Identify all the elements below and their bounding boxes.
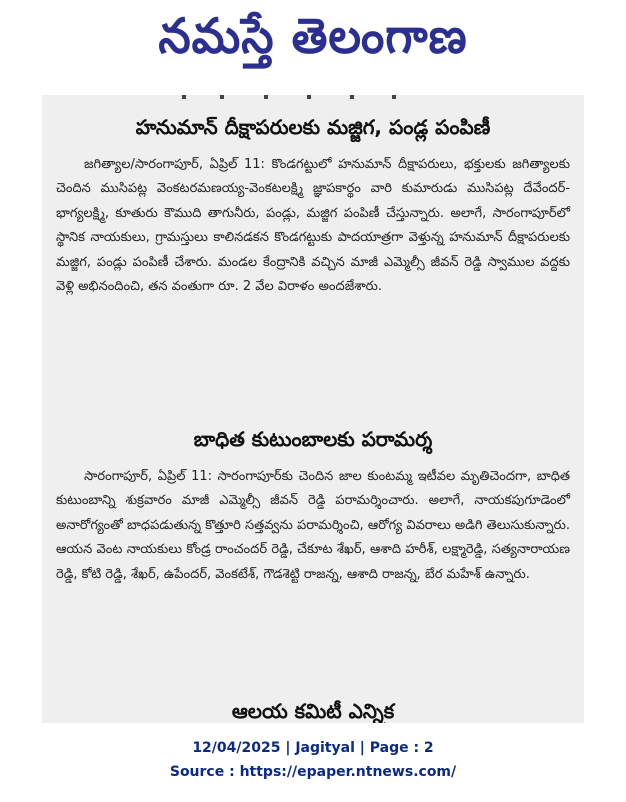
article-2-paragraph: సారంగాపూర్, ఏప్రిల్ 11: సారంగాపూర్‌కు చెందిన జాల కుంటమ్మ ఇటీవల మృతిచెందగా, బాధిత కుటుంబాన్ని శుక్రవారం మాజీ ఎమ్మెల్సీ జీవన్ రెడ్డి పరామర్శించారు. అలాగే, నాయకపుగూడెంలో అనారోగ్యంతో బాధపడుతున్న కొత్తూరి సత్తవ్వను పరామర్శించి, ఆరోగ్య వివరాలు అడిగి తెలుసుకున్నారు. ఆయన వెంట నాయకులు కోండ్ర రాంచందర్ రెడ్డి, చేకూట శేఖర్, ఆశాది హరీశ్, లక్ష్మారెడ్డి, సత్యనారాయణ రెడ్డి, కోటి రెడ్డి, శేఖర్, ఉపేందర్, వెంకటేశ్, గౌడశెట్టి రాజన్న, ఆశాది రాజన్న, బేర మహేశ్ ఉన్నారు. — [56, 469, 570, 582]
clipping-cut-edge — [182, 95, 442, 100]
article-1-paragraph: జగిత్యాల/సారంగాపూర్, ఏప్రిల్ 11: కొండగట్టులో హనుమాన్ దీక్షాపరులు, భక్తులకు జగిత్యాలకు చెందిన ముసిపట్ల వెంకటరమణయ్య-వెంకటలక్ష్మి జ్ఞాపకార్థం వారి కుమారుడు ముసిపట్ల దేవేందర్-భాగ్యలక్ష్మి, కూతురు కౌముది తాగునీరు, పండ్లు, మజ్జిగ పంపిణీ చేస్తున్నారు. అలాగే, సారంగాపూర్‌లో స్థానిక నాయకులు, గ్రామస్తులు కాలినడకన కొండగట్టుకు పాదయాత్రగా వెళ్తున్న హనుమాన్ దీక్షాపరులకు మజ్జిగ, పండ్లు పంపిణీ చేశారు. మండల కేంద్రానికి వచ్చిన మాజీ ఎమ్మెల్సీ జీవన్ రెడ్డి స్వాముల వద్దకు వెళ్లి అభినందించి, తన వంతుగా రూ. 2 వేల విరాళం అందజేశారు. — [56, 157, 570, 295]
article-3-headline: ఆలయ కమిటీ ఎన్నిక — [231, 699, 395, 723]
newspaper-logo-title: నమస్తే తెలంగాణ — [158, 7, 468, 65]
footer-source-link[interactable]: Source : https://epaper.ntnews.com/ — [169, 764, 457, 780]
article-1-headline: హనుమాన్ దీక్షాపరులకు మజ్జిగ, పండ్ల పంపిణీ — [135, 115, 491, 139]
article-2-headline: బాధిత కుటుంబాలకు పరామర్శ — [193, 427, 433, 451]
masthead — [0, 0, 626, 84]
article-2-body — [56, 465, 570, 587]
newspaper-clipping — [42, 95, 584, 723]
article-1-body — [56, 153, 570, 299]
footer-date-edition: 12/04/2025 | Jagityal | Page : 2 — [192, 740, 434, 756]
